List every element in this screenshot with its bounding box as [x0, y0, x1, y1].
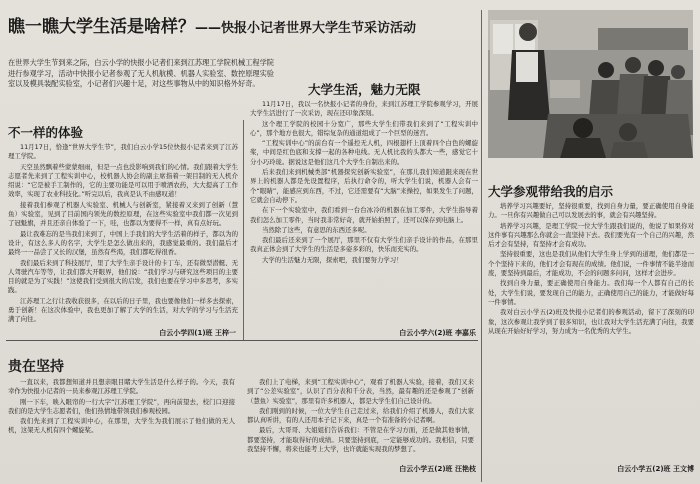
- col3-paragraph: 坚持很重要，这也是我们从他们大学生身上学到的道理，他们都是一个个坚持下来的，他们才会有现在的成绩。他们说，一件事情不能半途而废，要坚持到最后，才能成功，不会的问题多问问，这样才会进步。: [488, 250, 694, 278]
- photo-of-students-visiting-lab-icon: [488, 10, 693, 158]
- col1-paragraph: 接着我们参观了机器人实验室、机械人与创新室，紧接着又来到了创新（慧鱼）实验室，见到了目前国内领先的数控原理，在这些实验室中我们都一次见到了冠魁旗，并且还亲自体验了一下，哇，也都以为要得不一样，真有点好玩。: [8, 200, 238, 228]
- intro-paragraph: 在世界大学生节到来之际，白云小学的快报小记者们来到江苏理工学院机械工程学院进行参观学习，活动中快报小记者参观了无人机航模、机器人实验室、数控原理实验室以及模具装配实验室，小记者们兴趣十足，对这些事物从中的知识格外好奇。: [8, 58, 274, 89]
- col2-paragraph: 这个理工学院的校园十分宽广，那些大学生们带我们来到了“工程实训中心”，那个地方也很大，错综复杂的通道组成了一个巨型的迷宫。: [250, 119, 478, 137]
- col2-paragraph: 我们最后还来到了一个展厅，那里不仅有大学生们亲手设计的作品，在那里我真正体会到了大学生的生活是多姿多彩的，快乐而充实的。: [250, 236, 478, 254]
- col4-paragraph: 我们上了电梯，来到“工程实训中心”，观看了机器人实验，接着，我们又来到了“公差实验室”，认识了百分表和千分表，当然，最有趣的还是参观了“创新（慧鱼）实验室”，那里有许多机器人，都是大学生们自己设计的。: [247, 378, 474, 405]
- col2-paragraph: 后来我们来到机械类部“机器探究创新实验室”，在那儿我们知道跟来现在世界上的机器人都是先设置程序，后执行命令的，听大学生们说，机器人会有一个“眼睛”，能感应到东西，不过，它还需要有“大脑”来操控，如果发生了问题，它就会自动停下。: [250, 168, 478, 204]
- col4-paragraph: 刚一下车，映入眼帘的一行大字“江苏理工学院”，再向前望去，校门口迎接我们的是大学生志愿者们，他们热情地带领我们参观校园。: [8, 397, 235, 415]
- col1-body: [8, 143, 238, 326]
- col4-paragraph: 我们刚到的时候，一位大学生自己走过来，给我们介绍了机器人，我们大家都认真听讲，有的人还用本子记下来，真是一个有准备的小记者啊。: [247, 406, 474, 425]
- col3-paragraph: 培养学习兴趣，是理工学院一位大学生跟我们说的，他说了如果你对这件事有兴趣那么你就会一直坚持下去。我们要先有一个自己的兴趣，然后才会有坚持，有坚持才会有成功。: [488, 221, 694, 249]
- event-photo: [488, 10, 693, 158]
- col1-paragraph: 最让我难忘的是当我们来到了，中国上手我们的大学生活着的样子，都以为的设计，有这么多人的名字，大学生是怎么做出来的，我感觉最重的。我们最后才最终一一品尝了又长的汉堡，虽然有些渴，我们都吃得很香。: [8, 229, 238, 257]
- col3-title: 大学参观带给我的启示: [488, 184, 614, 199]
- col2-signature: 白云小学六(2)班 李嘉乐: [399, 329, 476, 337]
- column-divider: [481, 10, 482, 482]
- headline-main: 瞧一瞧大学生活是啥样？: [8, 17, 195, 37]
- col2-title: 大学生活，魅力无限: [308, 82, 421, 97]
- col2-body: [250, 100, 478, 325]
- col3-body: [488, 202, 694, 460]
- col1-paragraph: 11月17日，恰逢“世界大学生节”，我们白云小学15位快报小记者来到了江苏理工学院。: [8, 143, 238, 161]
- col3-paragraph: 找到自身力量，要正确使用自身能力。我们每一个人都有自己的长处，大学生们说，要发现自己的能力，正确使用自己的能力，才能做好每一件事情。: [488, 279, 694, 306]
- headline-sub: ——快报小记者世界大学生节采访活动: [195, 21, 417, 36]
- col2-paragraph: “工程实训中心”的前台有一个遥控无人机，四根翅杆上顶着四个白色的螺旋桨，中间是红色底和支撑一起的各种电线。无人机比我的头都大一些，感觉它十分小巧玲珑。据说这是他们这几个大学生自制出来的。: [250, 139, 478, 166]
- col3-paragraph: 培养学习兴趣要好，坚持很重要，找到自身力量，要正确使用自身能力。一旦你有兴趣做自己可以发展去的事，就会有兴趣坚持。: [488, 202, 694, 220]
- col2-paragraph: 大学的生活魅力无限，探索吧，我们要努力学习！: [262, 255, 403, 264]
- col2-paragraph: 在下一个实验室中，我们看到一台台冰冷的机器在加工零件，大学生指导着我们怎么加工零件，当时我非常好奇，就开始拍照了，还可以保存到电脑上。: [250, 206, 478, 224]
- col1-paragraph: 江苏理工之行让我收获很多，在以后的日子里，我也要像他们一样多去探索，勇于创新！在这次体验中，我也更加了解了大学的生活，对大学的学习与生活充满了向往。: [8, 296, 238, 324]
- col3-paragraph: 我对白云小学五(2)班及快报小记者们的参观活动，留下了深刻的印象，这次参观让我学到了很多知识，也让我对大学生活充满了向往，我要从现在开始好好学习，努力成为一名优秀的大学生。: [488, 308, 694, 335]
- col3-signature: 白云小学五(2)班 王文博: [617, 465, 694, 473]
- col4-paragraph: 最后，大哥哥、大姐姐们告诉我们：不管是在学习方面，还是做其他事情，都要坚持，才能取得好的成绩。只要坚持到底，一定能够成功的。我相信，只要我坚持不懈，将来也能考上大学，也许就能实现我的梦想了。: [247, 426, 474, 454]
- col4-paragraph: 我们先来到了工程实训中心，在那里，大学生为我们展示了他们做的无人机，这架无人机有四个螺旋桨。: [8, 417, 235, 435]
- col1-title: 不一样的体验: [8, 125, 84, 140]
- col4-paragraph: 一直以来，我都想知道并且想亲眼目睹大学生活是什么样子的。今天，我有幸作为快报小记者的一员来参观江苏理工学院。: [8, 378, 235, 396]
- col4-title: 贵在坚持: [8, 359, 64, 375]
- col2-paragraph: 11月17日，我以一名快报小记者的身份，来到江苏理工学院参观学习，开展大学生活进行了一次采访，现在还印象深刻。: [250, 100, 478, 118]
- col4-body: [8, 378, 474, 462]
- col1-paragraph: 天空虽然飘着些蒙蒙细雨，但是一点也没影响到我们的心情。我们跟着大学生志愿者先来到了工程实训中心，校机器人协会的副主席指着一架目制的无人机介绍说：“它是被手工制作的，它的主要功能是可以用于喷洒农药，大大提高了工作效率，实现了农业科技化。”听完以后，我真是认不由感叹道！: [8, 162, 238, 199]
- col1-signature: 白云小学四(1)班 王梓一: [159, 329, 236, 337]
- section-divider: [6, 340, 478, 341]
- col4-signature: 白云小学五(2)班 汪艳枝: [399, 465, 476, 473]
- column-divider: [243, 120, 244, 340]
- col2-paragraph: 当然除了这些，有意思的东西还多呢。: [262, 225, 371, 234]
- col1-paragraph: 我们最后来到了科技展厅，里了大学生亲手设计的卡丁车，还有微型潜艇、无人驾驶汽车等等，让我们都大开眼界，他们说：“我们学习与研究这些项目的主要目的就是为了实践！”这使我们受到很大的启发，我们也要在学习中多思考，多实践。: [8, 258, 238, 295]
- page-headline: [8, 12, 478, 37]
